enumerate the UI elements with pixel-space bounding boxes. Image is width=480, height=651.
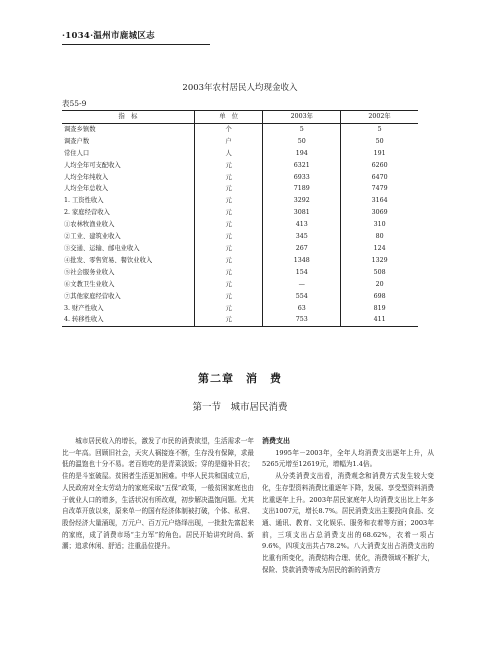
right-text-column xyxy=(262,436,434,576)
unit-cell: 元 xyxy=(194,267,262,279)
indicator-cell: 常住人口 xyxy=(64,149,90,157)
table-row xyxy=(62,160,418,172)
table-row xyxy=(62,303,418,315)
value-2002-cell: 698 xyxy=(341,291,418,303)
value-2003-cell: 7189 xyxy=(263,183,341,195)
table-row xyxy=(62,148,418,160)
value-2003-cell: 6321 xyxy=(263,160,341,172)
table-row xyxy=(62,279,418,291)
indicator-cell: ②工业、建筑业收入 xyxy=(64,233,121,241)
indicator-cell: 3. 财产性收入 xyxy=(64,304,104,312)
unit-cell: 户 xyxy=(194,136,262,148)
table-row xyxy=(62,314,418,326)
indicator-cell: ⑦其他家庭经营收入 xyxy=(64,292,121,300)
unit-cell: 元 xyxy=(194,279,262,291)
value-2002-cell: 50 xyxy=(341,136,418,148)
unit-cell: 元 xyxy=(194,172,262,184)
value-2003-cell: 3292 xyxy=(263,195,341,207)
table-body xyxy=(62,123,418,326)
unit-cell: 元 xyxy=(194,195,262,207)
value-2002-cell: 1329 xyxy=(341,255,418,267)
left-text-column xyxy=(62,436,254,553)
value-2002-cell: 3069 xyxy=(341,207,418,219)
table-row xyxy=(62,172,418,184)
table-row xyxy=(62,136,418,148)
value-2003-cell: — xyxy=(263,279,341,291)
indicator-cell: 1. 工资性收入 xyxy=(64,197,104,205)
value-2002-cell: 6470 xyxy=(341,172,418,184)
indicator-cell: ⑥文教卫生业收入 xyxy=(64,280,115,288)
column-header-2003: 2003年 xyxy=(263,111,341,124)
body-paragraph: 从分类消费支出看，消费观念和消费方式发生较大变化，生存型资料消费比重逐年下降，发展、享受型资料消费比重逐年上升。2003年居民家庭年人均消费支出比上年多支出1007元，增长8.7%。居民消费支出主要投向食品、交通、通讯、教育、文化娱乐、服务和衣着等方面；2003年前，三项支出占总消费支出的68.62%，衣着一项占9.6%，四项支出共占78.2%。八大消费支出占消费支出的比重有所变化，消费结构合理、优化，消费领域不断扩大，保险、贷款消费等成为居民的新的消费方 xyxy=(262,472,434,574)
value-2002-cell: 3164 xyxy=(341,195,418,207)
unit-cell: 元 xyxy=(194,243,262,255)
table-row xyxy=(62,219,418,231)
unit-cell: 元 xyxy=(194,291,262,303)
table-header-row xyxy=(62,111,418,124)
unit-cell: 个 xyxy=(194,123,262,135)
value-2002-cell: 20 xyxy=(341,279,418,291)
table-row xyxy=(62,255,418,267)
income-table xyxy=(62,110,418,327)
chapter-title: 第二章 消 费 xyxy=(198,372,282,385)
value-2002-cell: 80 xyxy=(341,231,418,243)
value-2003-cell: 5 xyxy=(263,123,341,135)
value-2002-cell: 411 xyxy=(341,314,418,326)
value-2003-cell: 345 xyxy=(263,231,341,243)
value-2002-cell: 191 xyxy=(341,148,418,160)
body-paragraph: 城市居民收入的增长，激发了市民的消费欲望，生活需求一年比一年高。回顾旧社会，天灾人祸接连不断，生存没有保障，求最低的温饱也十分不易。老百姓吃的是青菜淡饭；穿的是缝补旧衣；住的是斗室破屋。贫困者生活更加困难。中华人民共和国成立后，人民政府对全太劳动力的家庭采取“五保”政策，一般贫困家庭也由于就业人口的增多，生活状况有所改观，初步解决温饱问题。尤其自改革开放以来，原来单一的国有经济体制被打破，个体、私营、股份经济大量涌现，万元户、百万元户络绎出现，一批批先富起来的家庭，成了消费市场“主力军”的角色。居民开始讲究时尚、新潮；追求休闲、舒适；注重品位提升。 xyxy=(62,437,254,551)
value-2003-cell: 154 xyxy=(263,267,341,279)
value-2002-cell: 124 xyxy=(341,243,418,255)
table-row xyxy=(62,183,418,195)
running-header: ·1034·温州市鹿城区志 xyxy=(62,31,155,41)
value-2003-cell: 3081 xyxy=(263,207,341,219)
value-2002-cell: 5 xyxy=(341,123,418,135)
value-2002-cell: 310 xyxy=(341,219,418,231)
table-row xyxy=(62,231,418,243)
table-row xyxy=(62,267,418,279)
unit-cell: 元 xyxy=(194,303,262,315)
value-2003-cell: 554 xyxy=(263,291,341,303)
indicator-cell: ⑤社会服务业收入 xyxy=(64,268,115,276)
table-number: 表55-9 xyxy=(62,99,87,108)
indicator-cell: 人均全年纯收入 xyxy=(64,173,109,181)
value-2002-cell: 7479 xyxy=(341,183,418,195)
table-row xyxy=(62,291,418,303)
column-header-indicator: 指 标 xyxy=(62,111,194,124)
indicator-cell: ③交通、运输、邮电业收入 xyxy=(64,244,140,252)
unit-cell: 元 xyxy=(194,219,262,231)
header-rule xyxy=(62,44,210,45)
value-2002-cell: 508 xyxy=(341,267,418,279)
value-2003-cell: 413 xyxy=(263,219,341,231)
indicator-cell: 调查乡镇数 xyxy=(64,125,96,133)
column-header-2002: 2002年 xyxy=(341,111,418,124)
value-2003-cell: 50 xyxy=(263,136,341,148)
indicator-cell: 人均全年可支配收入 xyxy=(64,161,121,169)
section-title: 第一节 城市居民消费 xyxy=(192,402,288,413)
value-2003-cell: 194 xyxy=(263,148,341,160)
indicator-cell: ④批发、零售贸易、餐饮业收入 xyxy=(64,256,153,264)
value-2003-cell: 63 xyxy=(263,303,341,315)
column-header-unit: 单 位 xyxy=(194,111,262,124)
subsection-heading: 消费支出 xyxy=(262,437,290,445)
value-2003-cell: 1348 xyxy=(263,255,341,267)
value-2002-cell: 6260 xyxy=(341,160,418,172)
indicator-cell: 4. 转移性收入 xyxy=(62,314,194,326)
unit-cell: 元 xyxy=(194,314,262,326)
unit-cell: 元 xyxy=(194,231,262,243)
unit-cell: 元 xyxy=(194,183,262,195)
unit-cell: 元 xyxy=(194,160,262,172)
value-2003-cell: 267 xyxy=(263,243,341,255)
value-2003-cell: 6933 xyxy=(263,172,341,184)
indicator-cell: 人均全年总收入 xyxy=(64,185,109,193)
table-title: 2003年农村居民人均现金收入 xyxy=(182,83,298,93)
table-row xyxy=(62,123,418,135)
table-row xyxy=(62,195,418,207)
body-paragraph: 1995年－2003年，全年人均消费支出逐年上升，从5265元增至12619元，增幅为1.4倍。 xyxy=(262,448,434,469)
unit-cell: 元 xyxy=(194,255,262,267)
indicator-cell: 调查户数 xyxy=(64,137,90,145)
table-row xyxy=(62,207,418,219)
value-2003-cell: 753 xyxy=(263,314,341,326)
unit-cell: 人 xyxy=(194,148,262,160)
value-2002-cell: 819 xyxy=(341,303,418,315)
indicator-cell: 2. 家庭经营收入 xyxy=(64,209,110,217)
indicator-cell: ①农林牧渔业收入 xyxy=(64,221,115,229)
table-row xyxy=(62,243,418,255)
unit-cell: 元 xyxy=(194,207,262,219)
